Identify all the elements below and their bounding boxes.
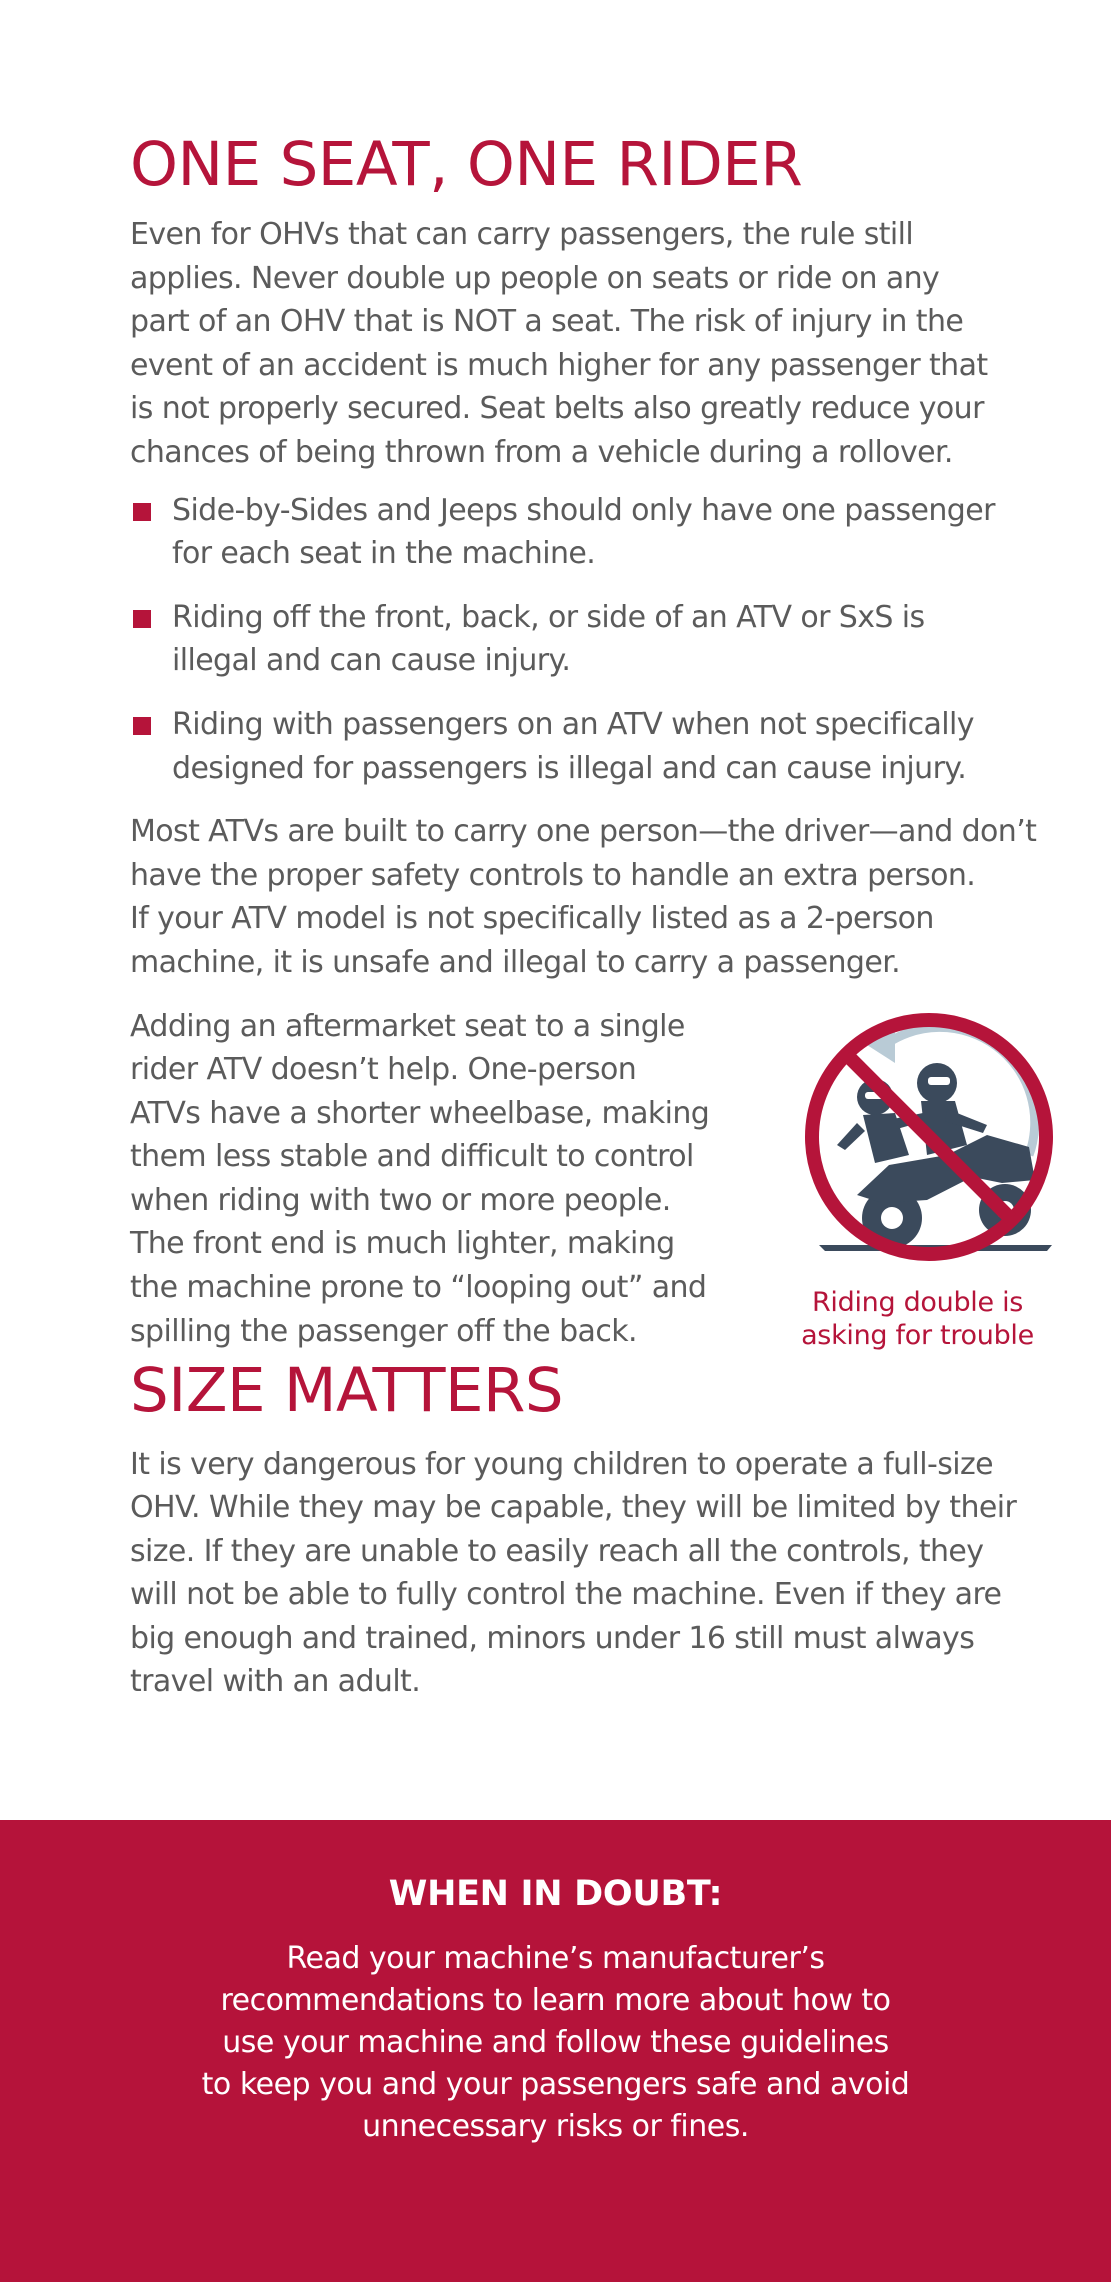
main-content	[130, 125, 1085, 1704]
bullet-square-icon	[133, 717, 151, 735]
aftermarket-seat-section	[130, 1005, 1085, 1351]
bullet-square-icon	[133, 503, 151, 521]
section-title-one-seat: ONE SEAT, ONE RIDER	[130, 129, 803, 200]
aftermarket-seat-paragraph: Adding an aftermarket seat to a single rider ATV doesn’t help. One-person ATVs have a shorter wheelbase, making them less stable and difficult to control when riding with two or more people. The front end is much lighter, making the machine prone to “looping out” and spilling the passenger off the back.	[130, 1008, 710, 1349]
rules-list	[130, 489, 1085, 791]
banner-text: Read your machine’s manufacturer’s recommendations to learn more about how to use your machine and follow these guidelines to keep you and your passengers safe and avoid unnecessary risks or fines.	[201, 1941, 910, 2144]
when-in-doubt-banner	[0, 1820, 1111, 2282]
list-item: Side-by-Sides and Jeeps should only have one passenger for each seat in the machine.	[130, 489, 1085, 576]
bullet-square-icon	[133, 610, 151, 628]
figure-caption: Riding double is asking for trouble	[801, 1286, 1034, 1351]
list-item: Riding with passengers on an ATV when not specifically designed for passengers is illegal and can cause injury.	[130, 703, 1085, 790]
atv-capacity-paragraph: Most ATVs are built to carry one person—the driver—and don’t have the proper safety controls to handle an extra person. If your ATV model is not specifically listed as a 2-person machine, it is unsafe and illegal to carry a passenger.	[130, 814, 1037, 980]
section-title-size-matters: SIZE MATTERS	[130, 1354, 564, 1426]
size-matters-paragraph: It is very dangerous for young children to operate a full-size OHV. While they may be capable, they will be limited by their size. If they are unable to easily reach all the controls, they will not be able to fully control the machine. Even if they are big enough and trained, minors under 16 still must always travel with an adult.	[130, 1446, 1017, 1700]
riding-double-figure	[785, 1005, 1050, 1352]
list-item: Riding off the front, back, or side of an ATV or SxS is illegal and can cause injury.	[130, 596, 1085, 683]
no-riding-double-icon	[797, 1005, 1062, 1270]
intro-paragraph: Even for OHVs that can carry passengers, the rule still applies. Never double up people on seats or ride on any part of an OHV that is NOT a seat. The risk of injury in the event of an accident is much higher for any passenger that is not properly secured. Seat belts also greatly reduce your chances of being thrown from a vehicle during a rollover.	[130, 217, 988, 470]
banner-title: WHEN IN DOUBT:	[388, 1874, 723, 1914]
